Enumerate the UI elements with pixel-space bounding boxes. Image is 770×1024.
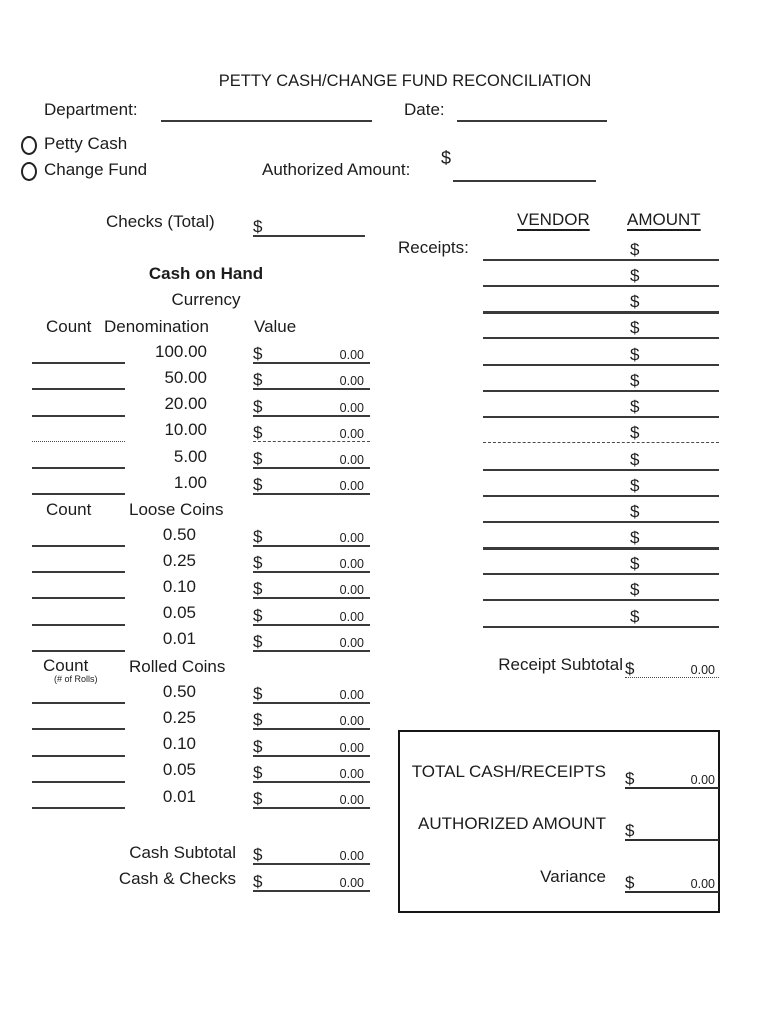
value-text: 0.00 bbox=[339, 374, 364, 388]
receipt-subtotal-label: Receipt Subtotal bbox=[498, 655, 623, 674]
dollar-sign: $ bbox=[625, 873, 635, 892]
loose-coins-title: Loose Coins bbox=[129, 500, 224, 519]
receipt-row[interactable] bbox=[483, 602, 719, 628]
dollar-sign: $ bbox=[630, 266, 640, 285]
variance-value: 0.00 bbox=[690, 877, 715, 891]
value-text: 0.00 bbox=[339, 876, 364, 890]
dollar-sign: $ bbox=[630, 292, 640, 311]
value-field bbox=[253, 548, 370, 573]
dollar-sign: $ bbox=[253, 423, 263, 442]
denomination-label: 5.00 bbox=[173, 447, 207, 466]
dollar-sign: $ bbox=[630, 580, 640, 599]
dollar-sign: $ bbox=[253, 845, 263, 864]
value-field bbox=[253, 470, 370, 495]
dollar-sign: $ bbox=[630, 450, 640, 469]
change-fund-radio[interactable] bbox=[21, 162, 37, 181]
value-column-header: Value bbox=[254, 317, 297, 336]
receipt-row[interactable] bbox=[483, 445, 719, 471]
value-text: 0.00 bbox=[339, 714, 364, 728]
count-field[interactable] bbox=[32, 755, 125, 757]
petty-cash-radio[interactable] bbox=[21, 136, 37, 155]
cash-and-checks-field bbox=[253, 867, 370, 892]
dollar-sign: $ bbox=[253, 579, 263, 598]
department-field[interactable] bbox=[161, 120, 372, 122]
value-text: 0.00 bbox=[339, 610, 364, 624]
value-text: 0.00 bbox=[339, 849, 364, 863]
value-text: 0.00 bbox=[339, 688, 364, 702]
dollar-sign: $ bbox=[630, 607, 640, 626]
dollar-sign: $ bbox=[630, 502, 640, 521]
value-text: 0.00 bbox=[339, 453, 364, 467]
dollar-sign: $ bbox=[253, 763, 263, 782]
dollar-sign: $ bbox=[253, 397, 263, 416]
denomination-label: 0.25 bbox=[162, 551, 196, 570]
count-column-header: Count bbox=[46, 317, 92, 336]
dollar-sign: $ bbox=[630, 476, 640, 495]
denomination-label: 0.10 bbox=[162, 577, 196, 596]
value-field bbox=[253, 522, 370, 547]
value-field bbox=[253, 339, 370, 364]
denomination-label: 100.00 bbox=[155, 342, 207, 361]
receipts-label: Receipts: bbox=[398, 238, 469, 257]
cash-and-checks-label: Cash & Checks bbox=[118, 869, 236, 888]
dollar-sign: $ bbox=[630, 318, 640, 337]
value-field bbox=[253, 758, 370, 783]
value-field bbox=[253, 601, 370, 626]
receipt-row[interactable] bbox=[483, 287, 719, 314]
dollar-sign: $ bbox=[441, 148, 452, 168]
cash-subtotal-field bbox=[253, 840, 370, 865]
receipt-row[interactable] bbox=[483, 366, 719, 392]
authorized-amount-label: Authorized Amount: bbox=[262, 160, 411, 179]
value-field bbox=[253, 784, 370, 809]
count-field[interactable] bbox=[32, 467, 125, 469]
denomination-label: 0.10 bbox=[162, 734, 196, 753]
count-field[interactable] bbox=[32, 624, 125, 626]
total-cash-receipts-field bbox=[625, 764, 719, 789]
count-field[interactable] bbox=[32, 571, 125, 573]
value-field bbox=[253, 444, 370, 469]
dollar-sign: $ bbox=[253, 344, 263, 363]
value-field bbox=[253, 574, 370, 599]
denomination-column-header: Denomination bbox=[104, 317, 209, 336]
vendor-column-header: VENDOR bbox=[517, 210, 590, 229]
value-field bbox=[253, 732, 370, 757]
variance-label: Variance bbox=[540, 867, 606, 886]
denomination-label: 0.05 bbox=[162, 760, 196, 779]
denomination-label: 0.25 bbox=[162, 708, 196, 727]
cash-subtotal-label: Cash Subtotal bbox=[129, 843, 236, 862]
value-text: 0.00 bbox=[339, 793, 364, 807]
count-field[interactable] bbox=[32, 362, 125, 364]
count-field[interactable] bbox=[32, 728, 125, 730]
receipt-row[interactable] bbox=[483, 340, 719, 366]
change-fund-radio-label: Change Fund bbox=[44, 160, 148, 179]
dollar-sign: $ bbox=[630, 528, 640, 547]
receipt-subtotal-value: 0.00 bbox=[690, 663, 715, 677]
dollar-sign: $ bbox=[253, 527, 263, 546]
dollar-sign: $ bbox=[630, 554, 640, 573]
dollar-sign: $ bbox=[253, 217, 263, 236]
count-field[interactable] bbox=[32, 650, 125, 652]
denomination-label: 0.50 bbox=[162, 525, 196, 544]
dollar-sign: $ bbox=[253, 449, 263, 468]
count-field[interactable] bbox=[32, 807, 125, 809]
value-field bbox=[253, 627, 370, 652]
value-field bbox=[253, 365, 370, 390]
receipt-row[interactable] bbox=[483, 313, 719, 339]
value-text: 0.00 bbox=[339, 636, 364, 650]
rolled-count-note: (# of Rolls) bbox=[54, 674, 98, 684]
date-label: Date: bbox=[404, 100, 445, 119]
total-cash-receipts-label: TOTAL CASH/RECEIPTS bbox=[411, 762, 606, 781]
dollar-sign: $ bbox=[253, 632, 263, 651]
receipt-row[interactable] bbox=[483, 497, 719, 523]
count-field[interactable] bbox=[32, 415, 125, 417]
denomination-label: 0.50 bbox=[162, 682, 196, 701]
denomination-label: 0.01 bbox=[162, 787, 196, 806]
dollar-sign: $ bbox=[625, 659, 635, 678]
count-field[interactable] bbox=[32, 493, 125, 495]
denomination-label: 0.05 bbox=[162, 603, 196, 622]
value-field bbox=[253, 418, 370, 442]
count-field[interactable] bbox=[32, 781, 125, 783]
denomination-label: 0.01 bbox=[162, 629, 196, 648]
count-field[interactable] bbox=[32, 388, 125, 390]
count-field[interactable] bbox=[32, 441, 125, 442]
receipt-row[interactable] bbox=[483, 471, 719, 497]
count-field[interactable] bbox=[32, 702, 125, 704]
value-text: 0.00 bbox=[339, 741, 364, 755]
denomination-label: 10.00 bbox=[164, 420, 207, 439]
receipt-row[interactable] bbox=[483, 392, 719, 418]
dollar-sign: $ bbox=[253, 370, 263, 389]
dollar-sign: $ bbox=[253, 710, 263, 729]
value-field bbox=[253, 705, 370, 730]
dollar-sign: $ bbox=[630, 371, 640, 390]
dollar-sign: $ bbox=[625, 769, 635, 788]
receipt-row[interactable] bbox=[483, 575, 719, 601]
dollar-sign: $ bbox=[253, 789, 263, 808]
checks-total-label: Checks (Total) bbox=[106, 212, 215, 231]
value-text: 0.00 bbox=[339, 348, 364, 362]
authorized-amount-summary-label: AUTHORIZED AMOUNT bbox=[418, 814, 606, 833]
value-text: 0.00 bbox=[339, 479, 364, 493]
dollar-sign: $ bbox=[253, 872, 263, 891]
page-title: PETTY CASH/CHANGE FUND RECONCILIATION bbox=[218, 72, 592, 90]
count-field[interactable] bbox=[32, 597, 125, 599]
denomination-label: 1.00 bbox=[173, 473, 207, 492]
currency-subtitle: Currency bbox=[171, 290, 241, 309]
checks-total-field[interactable] bbox=[253, 212, 365, 237]
petty-cash-radio-label: Petty Cash bbox=[44, 134, 128, 153]
dollar-sign: $ bbox=[625, 821, 635, 840]
date-field[interactable] bbox=[457, 120, 607, 122]
value-field bbox=[253, 679, 370, 704]
dollar-sign: $ bbox=[630, 345, 640, 364]
receipt-row[interactable] bbox=[483, 523, 719, 550]
dollar-sign: $ bbox=[253, 737, 263, 756]
rolled-count-header: Count bbox=[43, 656, 89, 675]
value-text: 0.00 bbox=[339, 531, 364, 545]
receipt-subtotal-field bbox=[625, 654, 719, 678]
cash-on-hand-title: Cash on Hand bbox=[148, 264, 264, 283]
count-field[interactable] bbox=[32, 545, 125, 547]
dollar-sign: $ bbox=[253, 606, 263, 625]
receipt-row[interactable] bbox=[483, 261, 719, 287]
authorized-amount-summary-field[interactable] bbox=[625, 816, 719, 841]
value-field bbox=[253, 392, 370, 417]
authorized-amount-field[interactable] bbox=[453, 180, 596, 182]
dollar-sign: $ bbox=[630, 423, 640, 442]
denomination-label: 50.00 bbox=[164, 368, 207, 387]
value-text: 0.00 bbox=[339, 401, 364, 415]
value-text: 0.00 bbox=[339, 557, 364, 571]
receipt-row[interactable] bbox=[483, 235, 719, 261]
variance-field bbox=[625, 868, 719, 893]
dollar-sign: $ bbox=[253, 475, 263, 494]
total-cash-receipts-value: 0.00 bbox=[690, 773, 715, 787]
dollar-sign: $ bbox=[253, 553, 263, 572]
receipt-row[interactable] bbox=[483, 549, 719, 575]
department-label: Department: bbox=[44, 100, 138, 119]
dollar-sign: $ bbox=[253, 684, 263, 703]
receipt-row[interactable] bbox=[483, 418, 719, 443]
value-text: 0.00 bbox=[339, 767, 364, 781]
loose-count-header: Count bbox=[46, 500, 92, 519]
value-text: 0.00 bbox=[339, 583, 364, 597]
rolled-coins-title: Rolled Coins bbox=[129, 657, 226, 676]
value-text: 0.00 bbox=[339, 427, 364, 441]
denomination-label: 20.00 bbox=[164, 394, 207, 413]
amount-column-header: AMOUNT bbox=[627, 210, 701, 229]
dollar-sign: $ bbox=[630, 397, 640, 416]
dollar-sign: $ bbox=[630, 240, 640, 259]
